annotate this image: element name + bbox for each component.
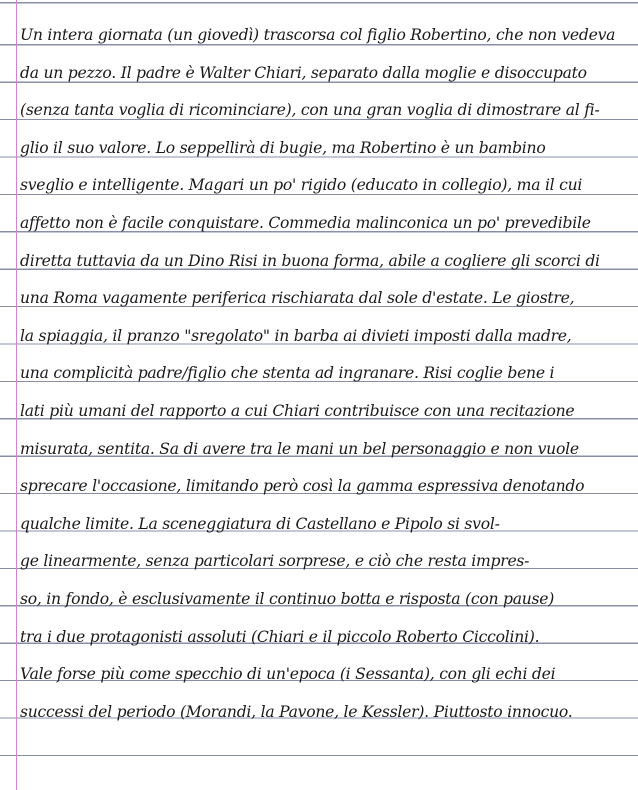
text-line: so, in fondo, è esclusivamente il continuo botta e risposta (con pause): [20, 589, 555, 608]
margin-line: [16, 0, 17, 790]
text-line: affetto non è facile conquistare. Commedia malinconica un po' prevedibile: [20, 213, 591, 232]
text-line: lati più umani del rapporto a cui Chiari contribuisce con una recitazione: [20, 401, 575, 420]
text-line: (senza tanta voglia di ricominciare), con una gran voglia di dimostrare al fi-: [20, 101, 600, 120]
text-line: da un pezzo. Il padre è Walter Chiari, separato dalla moglie e disoccupato: [20, 63, 587, 82]
text-line: ge linearmente, senza particolari sorprese, e ciò che resta impres-: [20, 552, 530, 571]
text-line: sprecare l'occasione, limitando però così la gamma espressiva denotando: [20, 477, 585, 496]
handwritten-text: [20, 22, 632, 736]
text-line: glio il suo valore. Lo seppellirà di bugie, ma Robertino è un bambino: [20, 138, 546, 157]
text-line: Un intera giornata (un giovedì) trascorsa col figlio Robertino, che non vedeva: [20, 26, 616, 44]
text-line: misurata, sentita. Sa di avere tra le mani un bel personaggio e non vuole: [20, 439, 579, 458]
text-line: qualche limite. La sceneggiatura di Castellano e Pipolo si svol-: [20, 514, 500, 533]
text-line: una Roma vagamente periferica rischiarata dal sole d'estate. Le giostre,: [20, 289, 575, 308]
text-line: la spiaggia, il pranzo "sregolato" in barba ai divieti imposti dalla madre,: [20, 326, 572, 345]
text-line: successi del periodo (Morandi, la Pavone, le Kessler). Piuttosto innocuo.: [20, 702, 573, 721]
text-line: Vale forse più come specchio di un'epoca (i Sessanta), con gli echi dei: [20, 665, 556, 684]
text-line: sveglio e intelligente. Magari un po' rigido (educato in collegio), ma il cui: [20, 176, 583, 195]
text-line: diretta tuttavia da un Dino Risi in buona forma, abile a cogliere gli scorci di: [20, 251, 600, 270]
text-line: una complicità padre/figlio che stenta ad ingranare. Risi coglie bene i: [20, 364, 555, 383]
text-line: tra i due protagonisti assoluti (Chiari e il piccolo Roberto Ciccolini).: [20, 627, 540, 646]
